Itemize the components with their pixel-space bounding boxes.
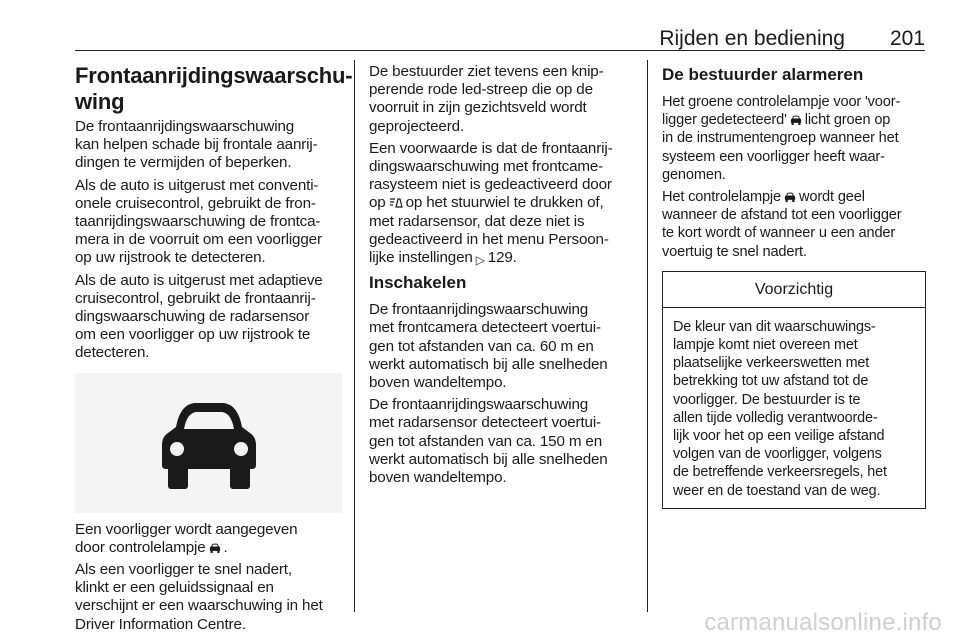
adaptive-cruise-paragraph: Als de auto is uitgerust met adaptieve cruisecontrol, gebruikt de frontaanrij- dingswaarschuwing de radarsensor om een voorligger op uw rijstrook te detecteren.	[75, 271, 323, 362]
column-3	[662, 63, 926, 509]
intro-paragraph: De frontaanrijdingswaarschuwing kan helpen schade bij frontale aanrij- dingen te vermijden of beperken.	[75, 118, 318, 172]
alert-driver-heading: De bestuurder alarmeren	[662, 65, 864, 84]
prerequisite-paragraph: Een voorwaarde is dat de frontaanrij- dingswaarschuwing met frontcame- rasysteem niet is gedeactiveerd door op op het stuurwiel te drukken of, met radarsensor, dat deze niet is gedeactiveerd in het menu Persoon- lijke instellingen ▷ 129.	[369, 140, 634, 269]
page-header	[75, 28, 925, 50]
front-camera-range-paragraph: De frontaanrijdingswaarschuwing met frontcamera detecteert voertui- gen tot afstanden van ca. 60 m en werkt automatisch bij alle snelheden boven wandeltempo.	[369, 301, 608, 392]
vehicle-ahead-figure	[75, 373, 342, 513]
car-front-icon	[154, 393, 264, 493]
caution-body: De kleur van dit waarschuwings- lampje komt niet overeen met plaatselijke verkeerswetten met betrekking tot uw afstand tot de voorligger. De bestuurder is te allen tijde volledig verantwoorde- lijk voor het op een veilige afstand volgen van de voorligger, volgens de betreffende verkeersregels, het weer en de toestand van de weg.	[673, 318, 887, 499]
car-front-icon	[209, 542, 221, 554]
collision-warning-button-icon	[389, 197, 403, 209]
green-indicator-paragraph: Het groene controlelampje voor 'voor- ligger gedetecteerd' licht groen op in de instrumentengroep wanneer het systeem een voorligger heeft waar- genomen.	[662, 94, 901, 183]
car-front-icon	[790, 114, 802, 126]
activation-heading: Inschakelen	[369, 273, 467, 293]
page-reference-icon: ▷	[475, 253, 485, 268]
page-number: 201	[889, 27, 925, 50]
caution-box	[662, 271, 926, 509]
header-divider	[75, 50, 925, 51]
radar-range-paragraph: De frontaanrijdingswaarschuwing met radarsensor detecteert voertui- gen tot afstanden van ca. 150 m en werkt automatisch bij alle snelheden boven wandeltempo.	[369, 396, 608, 487]
led-strip-paragraph: De bestuurder ziet tevens een knip- perende rode led-streep die op de voorruit in zijn gezichtsveld wordt geprojecteerd.	[369, 63, 604, 135]
indicator-paragraph: Een voorligger wordt aangegeven door controlelampje .	[75, 520, 298, 556]
watermark: carmanualsonline.info	[704, 609, 942, 636]
approach-warning-paragraph: Als een voorligger te snel nadert, klinkt er een geluidssignaal en verschijnt er een waarschuwing in het Driver Information Centre.	[75, 561, 323, 633]
caution-title: Voorzichtig	[663, 272, 925, 308]
column-2	[369, 63, 634, 491]
section-title: Rijden en bediening	[659, 27, 845, 50]
column-divider-2	[647, 60, 648, 612]
column-divider-1	[354, 60, 355, 612]
column-1	[75, 63, 353, 638]
conventional-cruise-paragraph: Als de auto is uitgerust met conventi- onele cruisecontrol, gebruikt de fron- taanrijdingswaarschuwing de frontca- mera in de voorruit om een voorligger op uw rijstrook te detecteren.	[75, 176, 322, 267]
car-front-icon	[784, 191, 796, 203]
section-heading: Frontaanrijdingswaarschu- wing	[75, 63, 353, 114]
yellow-indicator-paragraph: Het controlelampje wordt geel wanneer de afstand tot een voorligger te kort wordt of wanneer u een ander voertuig te snel nadert.	[662, 189, 902, 260]
